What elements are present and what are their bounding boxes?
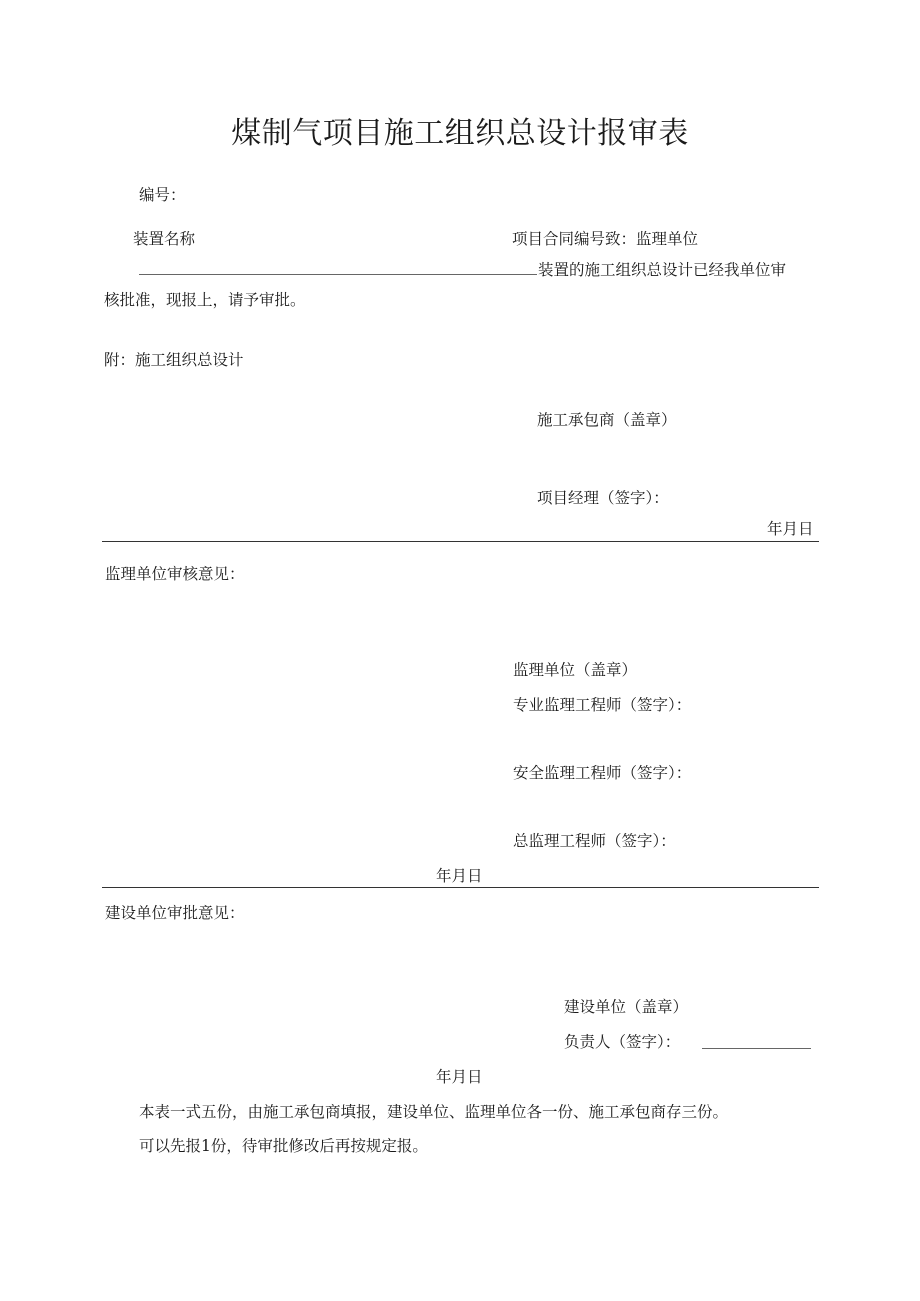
number-label: 编号： bbox=[139, 186, 186, 204]
note-line-2: 可以先报1份，待审批修改后再按规定报。 bbox=[139, 1137, 428, 1155]
statement-text-line2: 核批准，现报上，请予审批。 bbox=[104, 291, 306, 309]
responsible-sign-blank[interactable] bbox=[702, 1048, 811, 1049]
device-name-label: 装置名称 bbox=[133, 230, 196, 248]
form-title: 煤制气项目施工组织总设计报审表 bbox=[231, 116, 689, 151]
specialist-sign-label: 专业监理工程师（签字）： bbox=[513, 696, 692, 714]
owner-opinion-label: 建设单位审批意见： bbox=[105, 904, 245, 922]
supervision-date-label: 年月日 bbox=[436, 867, 483, 885]
note-line-1: 本表一式五份，由施工承包商填报，建设单位、监理单位各一份、施工承包商存三份。 bbox=[139, 1103, 729, 1121]
contractor-date-label: 年月日 bbox=[767, 520, 814, 538]
responsible-sign-label: 负责人（签字）： bbox=[564, 1033, 681, 1051]
attachment-label: 附：施工组织总设计 bbox=[104, 351, 244, 369]
supervision-seal-label: 监理单位（盖章） bbox=[513, 661, 638, 679]
owner-date-label: 年月日 bbox=[436, 1068, 483, 1086]
section-divider bbox=[102, 887, 819, 888]
supervision-opinion-label: 监理单位审核意见： bbox=[105, 565, 245, 583]
statement-text: 装置的施工组织总设计已经我单位审 bbox=[538, 261, 787, 279]
chief-sign-label: 总监理工程师（签字）： bbox=[513, 832, 676, 850]
contractor-seal-label: 施工承包商（盖章） bbox=[537, 411, 677, 429]
owner-seal-label: 建设单位（盖章） bbox=[564, 998, 689, 1016]
manager-sign-label: 项目经理（签字）： bbox=[537, 489, 669, 507]
contract-to-label: 项目合同编号致：监理单位 bbox=[512, 230, 699, 248]
safety-sign-label: 安全监理工程师（签字）： bbox=[513, 764, 692, 782]
device-name-blank[interactable] bbox=[139, 274, 537, 275]
section-divider bbox=[102, 541, 819, 542]
